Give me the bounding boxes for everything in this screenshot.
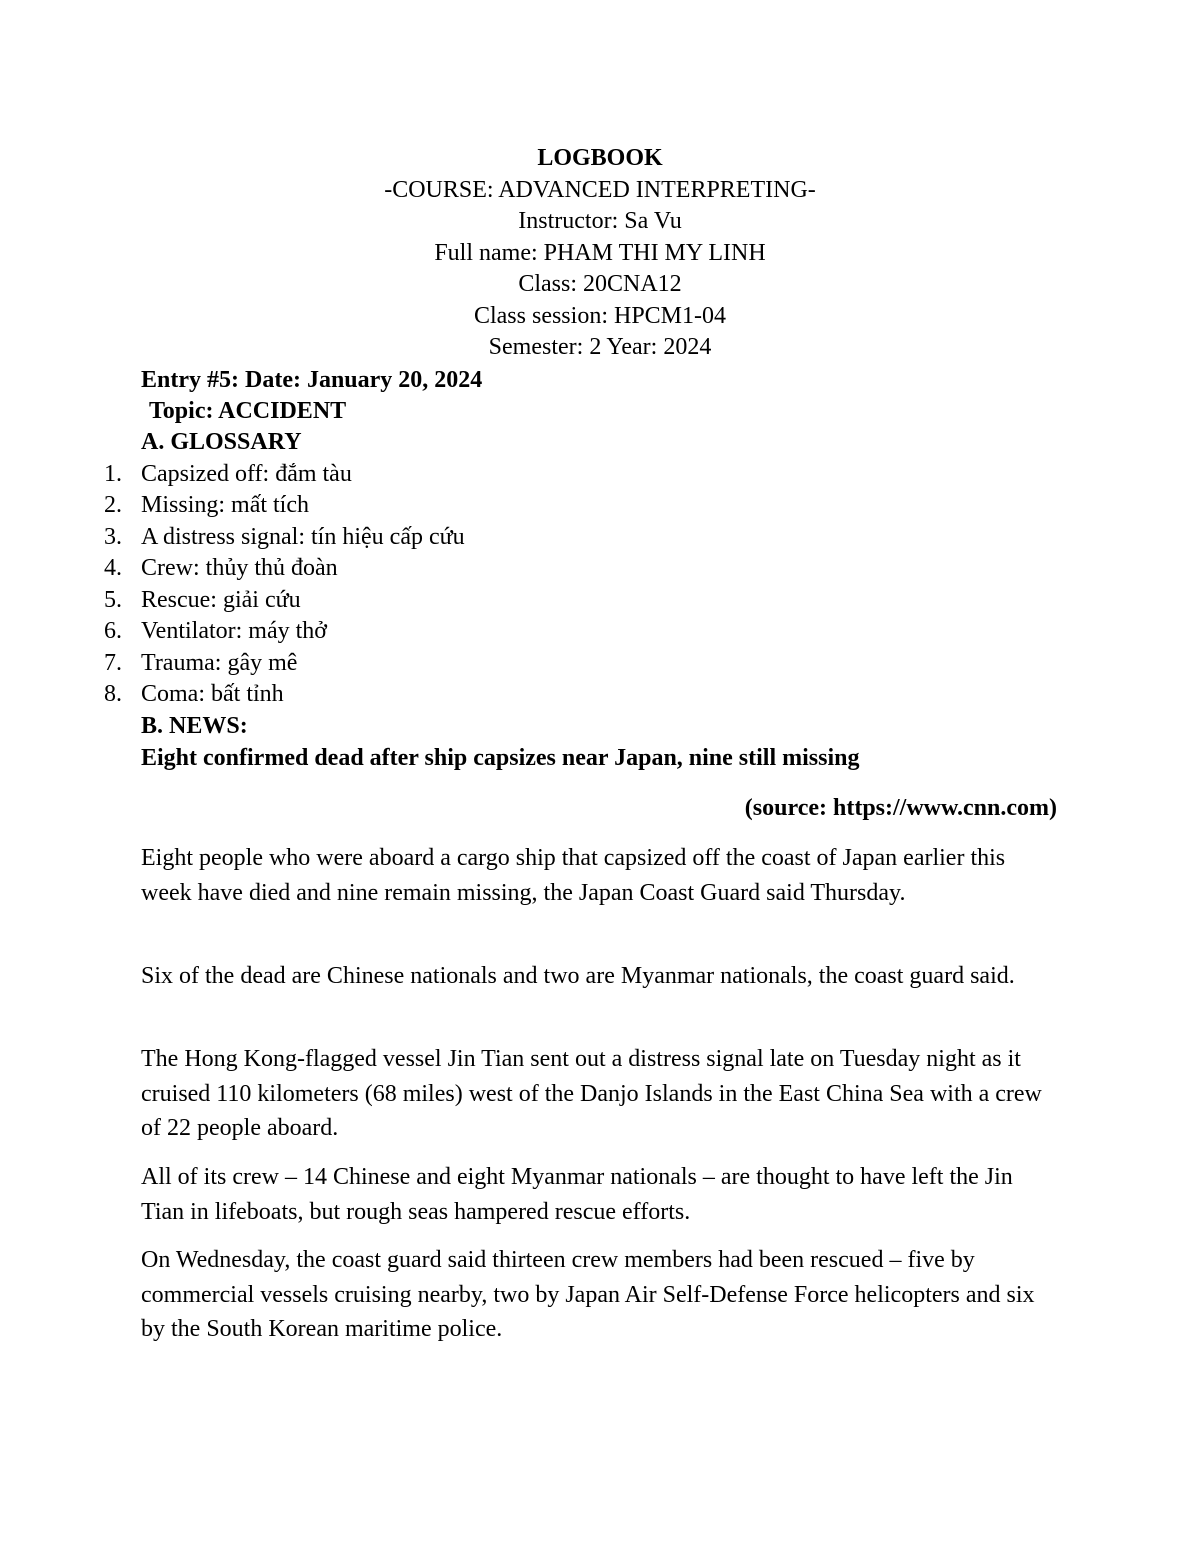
news-paragraph: All of its crew – 14 Chinese and eight Myanmar nationals – are thought to have left the Jin Tian in lifeboats, but rough seas hampered rescue efforts. [141, 1164, 1013, 1225]
list-item [104, 678, 284, 710]
news-paragraph: On Wednesday, the coast guard said thirteen crew members had been rescued – five by commercial vessels cruising nearby, two by Japan Air Self-Defense Force helicopters and six by the South Korean maritime police. [141, 1247, 1035, 1342]
course-line: -COURSE: ADVANCED INTERPRETING- [384, 177, 816, 203]
list-item [104, 458, 352, 490]
list-item-number: 6. [104, 618, 122, 644]
list-item-text: Missing: mất tích [141, 492, 309, 518]
list-item-text: Trauma: gây mê [141, 650, 298, 676]
list-item-number: 2. [104, 492, 122, 518]
glossary-heading: A. GLOSSARY [141, 429, 302, 455]
topic-line: Topic: ACCIDENT [149, 398, 347, 424]
document-title: LOGBOOK [537, 145, 663, 171]
list-item-text: Crew: thủy thủ đoàn [141, 555, 338, 581]
list-item-text: Rescue: giải cứu [141, 587, 301, 613]
news-paragraph: Eight people who were aboard a cargo ship that capsized off the coast of Japan earlier this week have died and nine remain missing, the Japan Coast Guard said Thursday. [141, 845, 1006, 906]
list-item-number: 5. [104, 587, 122, 613]
list-item-number: 1. [104, 461, 122, 487]
class-line: Class: 20CNA12 [518, 271, 682, 297]
list-item-number: 8. [104, 681, 122, 707]
class-session-line: Class session: HPCM1-04 [473, 303, 727, 329]
instructor-line: Instructor: Sa Vu [518, 208, 682, 234]
list-item [104, 521, 465, 553]
list-item-text: Ventilator: máy thở [141, 618, 327, 644]
news-paragraph: Six of the dead are Chinese nationals and two are Myanmar nationals, the coast guard said. [141, 963, 1015, 989]
semester-line: Semester: 2 Year: 2024 [488, 334, 712, 360]
list-item-text: Capsized off: đắm tàu [141, 461, 352, 487]
list-item [104, 552, 338, 584]
list-item [104, 615, 327, 647]
list-item-number: 3. [104, 524, 122, 550]
full-name-line: Full name: PHAM THI MY LINH [434, 240, 766, 266]
list-item-number: 7. [104, 650, 122, 676]
list-item-number: 4. [104, 555, 122, 581]
news-paragraph: The Hong Kong-flagged vessel Jin Tian sent out a distress signal late on Tuesday night as it cruised 110 kilometers (68 miles) west of the Danjo Islands in the East China Sea with a crew of 22 people aboard. [141, 1046, 1042, 1141]
list-item [104, 489, 309, 521]
list-item-text: A distress signal: tín hiệu cấp cứu [141, 524, 465, 550]
entry-line: Entry #5: Date: January 20, 2024 [141, 367, 483, 393]
list-item [104, 584, 301, 616]
list-item [104, 647, 297, 679]
news-source: (source: https://www.cnn.com) [744, 795, 1057, 821]
news-heading: B. NEWS: [141, 713, 248, 739]
news-headline: Eight confirmed dead after ship capsizes near Japan, nine still missing [141, 745, 860, 771]
list-item-text: Coma: bất tỉnh [141, 681, 284, 707]
